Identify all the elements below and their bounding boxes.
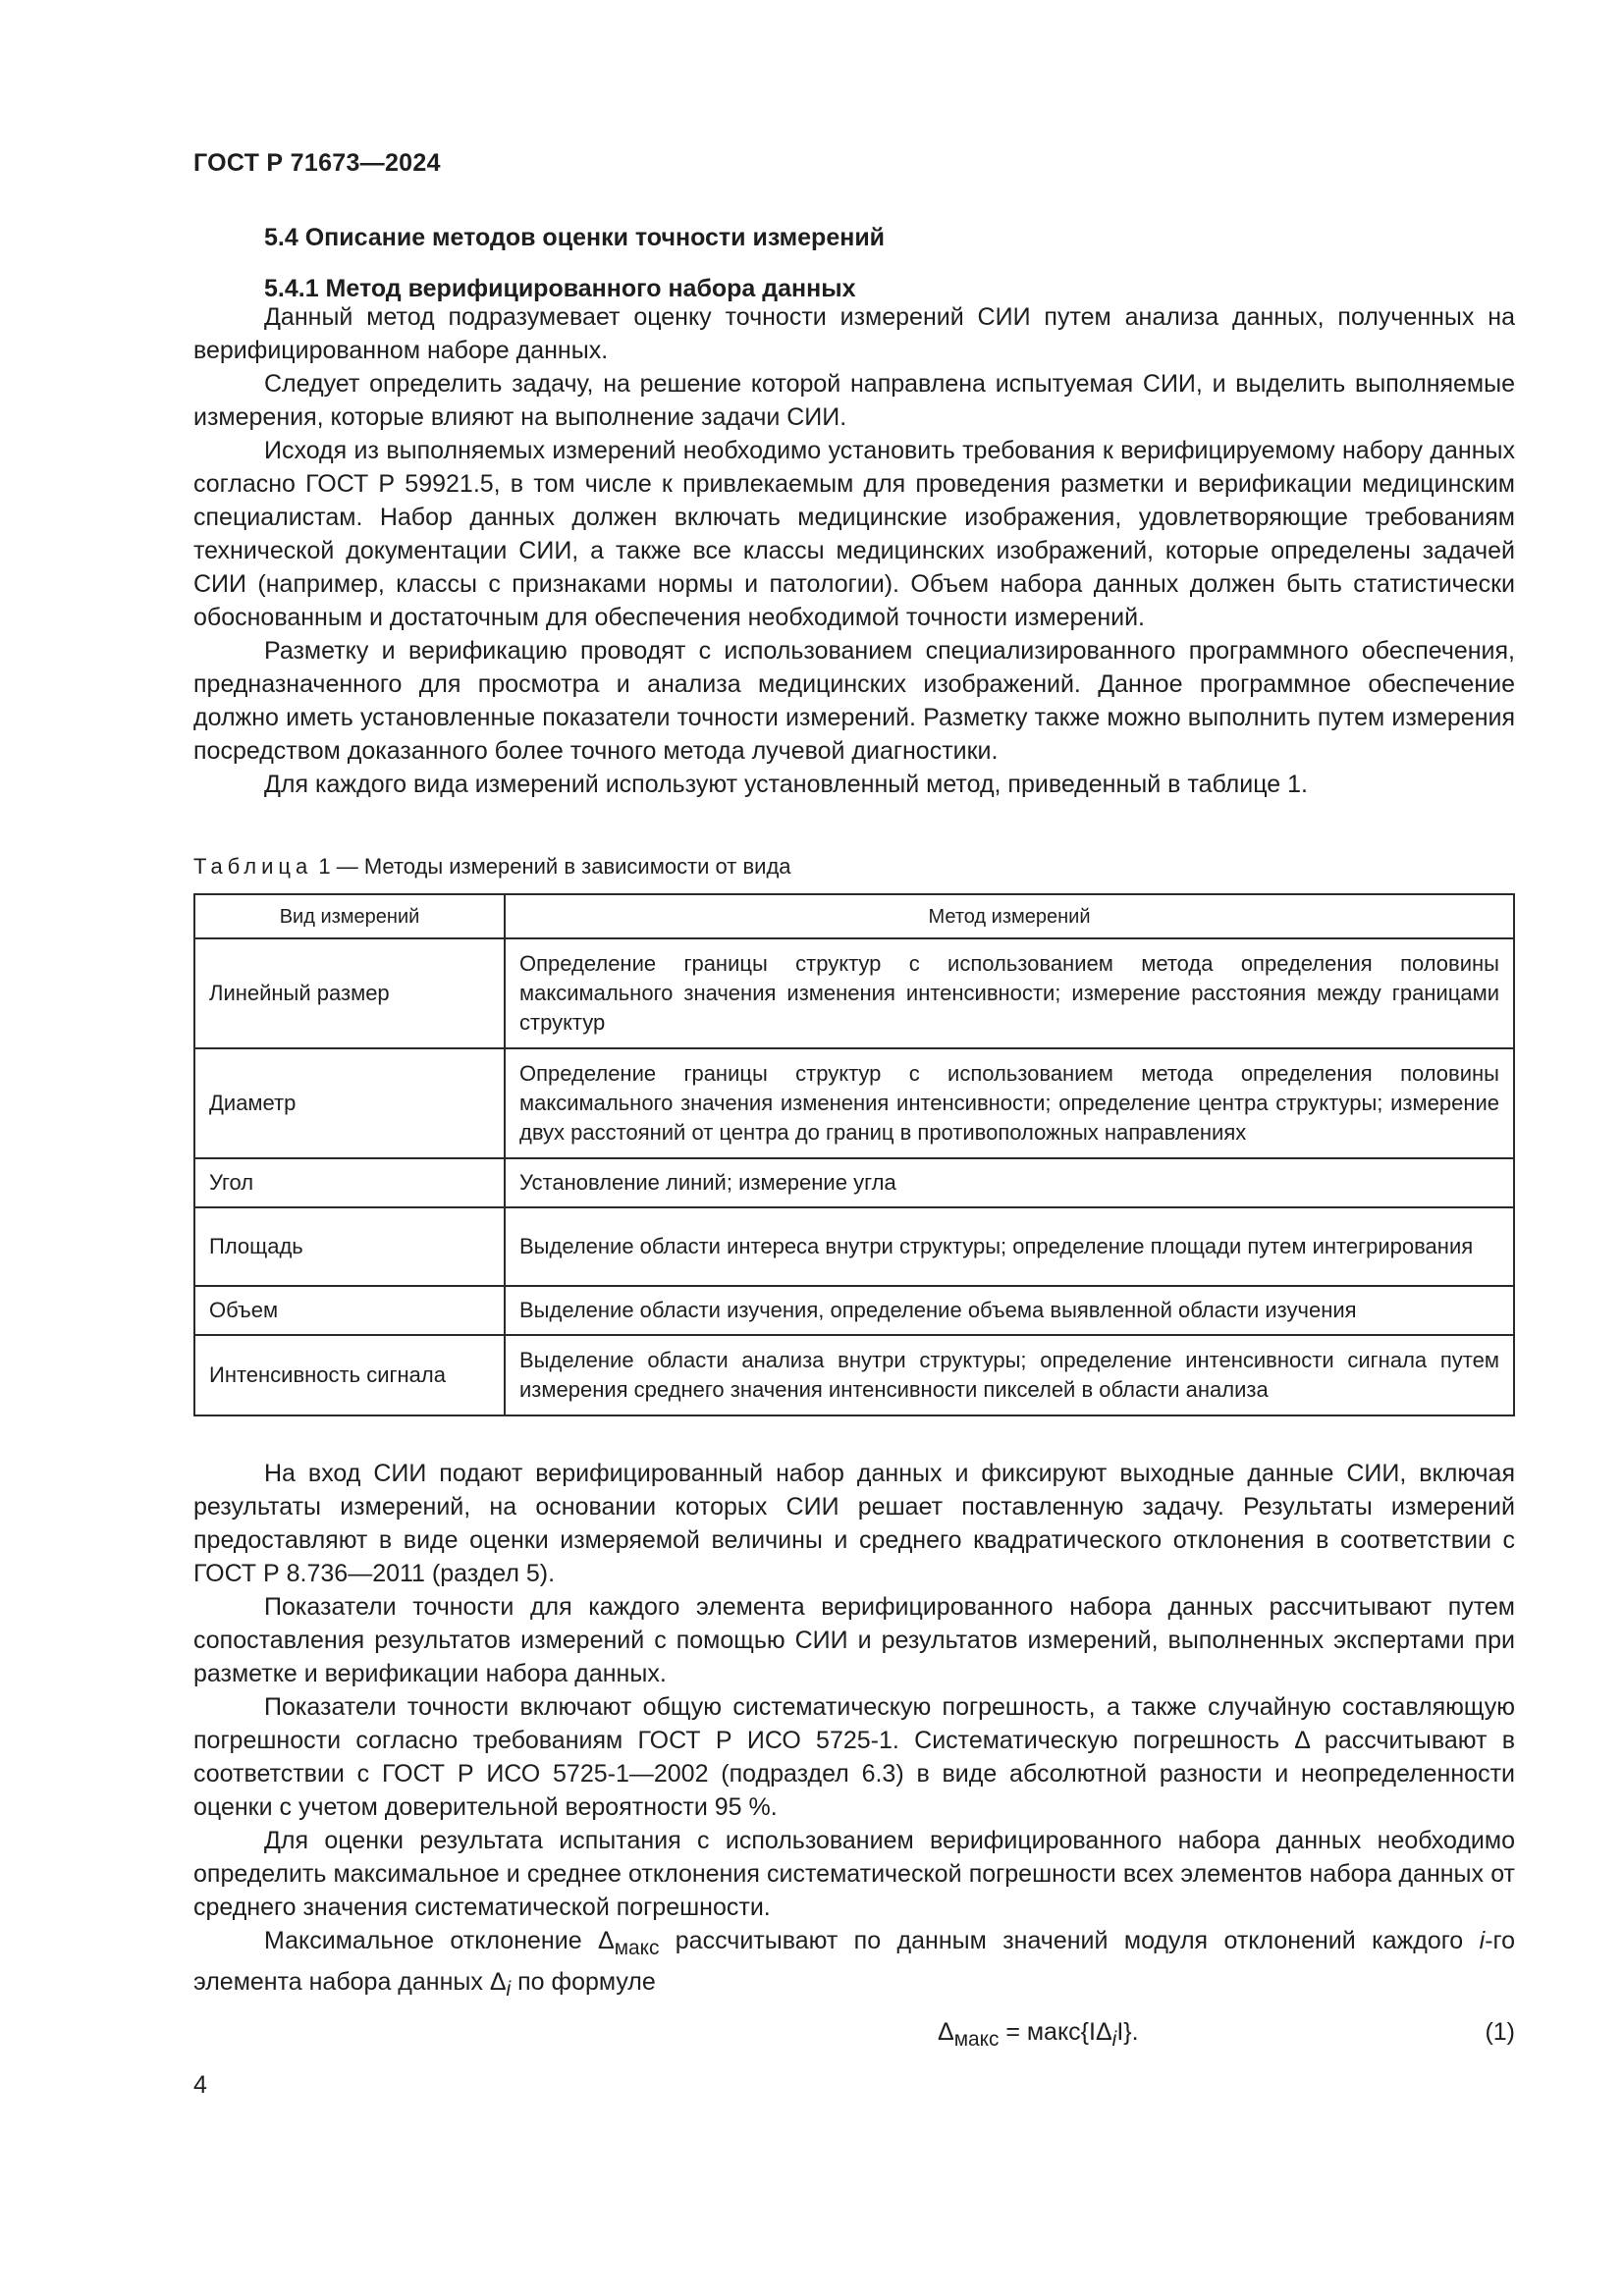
table-caption-text: 1 — Методы измерений в зависимости от вида: [318, 854, 791, 879]
methods-table: [193, 893, 1515, 1416]
paragraph: Следует определить задачу, на решение которой направлена испытуемая СИИ, и выделить выполняемые измерения, которые влияют на выполнение задачи СИИ.: [193, 370, 1515, 431]
table-row: [194, 1335, 1514, 1415]
paragraph: Показатели точности включают общую систематическую погрешность, а также случайную составляющую погрешности согласно требованиям ГОСТ Р ИСО 5725-1. Систематическую погрешность Δ рассчитывают в соответствии с ГОСТ Р ИСО 5725-1—2002 (подраздел 6.3) в виде абсолютной разности и неопределенности оценки с учетом доверительной вероятности 95 %.: [193, 1693, 1515, 1821]
table-cell-method: Определение границы структур с использованием метода определения половины максимального значения изменения интенсивности; определение центра структуры; измерение двух расстояний от центра до границ в противоположных направлениях: [505, 1048, 1514, 1158]
table-cell-method: Выделение области анализа внутри структуры; определение интенсивности сигнала путем измерения среднего значения интенсивности пикселей в области анализа: [505, 1335, 1514, 1415]
section-5-4-1-title: 5.4.1 Метод верифицированного набора данных: [264, 275, 856, 302]
table-row: [194, 1286, 1514, 1335]
table-cell-kind: Интенсивность сигнала: [194, 1335, 505, 1415]
subscript: макс: [614, 1937, 660, 1959]
table-cell-kind: Объем: [194, 1286, 505, 1335]
body-text-top: [193, 300, 1515, 801]
paragraph: Данный метод подразумевает оценку точности измерений СИИ путем анализа данных, полученных на верифицированном наборе данных.: [193, 303, 1515, 364]
table-cell-method: Установление линий; измерение угла: [505, 1158, 1514, 1207]
table-row: [194, 938, 1514, 1048]
table-cell-kind: Площадь: [194, 1207, 505, 1286]
table-cell-kind: Линейный размер: [194, 938, 505, 1048]
table-cell-kind: Диаметр: [194, 1048, 505, 1158]
paragraph-formula-intro: Максимальное отклонение $\Delta_{макс}$ рассчитывают по данным значений модуля отклонений каждого i-го элемента набора данных $\Delta_i$ по формуле: [193, 1927, 1515, 2001]
formula-number: (1): [1485, 2018, 1515, 2046]
table-row: [194, 1048, 1514, 1158]
paragraph: Разметку и верификацию проводят с использованием специализированного программного обеспечения, предназначенного для просмотра и анализа медицинских изображений. Данное программное обеспечение должно иметь установленные показатели точности измерений. Разметку также можно выполнить путем измерения посредством доказанного более точного метода лучевой диагностики.: [193, 637, 1515, 765]
column-header-method: Метод измерений: [505, 894, 1514, 938]
formula-expression: $\Delta_{макс}$ = $макс\{I\Delta_iI\}$.: [938, 2018, 1139, 2051]
page-number: 4: [193, 2071, 207, 2099]
paragraph: Для каждого вида измерений используют установленный метод, приведенный в таблице 1.: [264, 771, 1308, 798]
table-cell-kind: Угол: [194, 1158, 505, 1207]
paragraph: Для оценки результата испытания с использованием верифицированного набора данных необходимо определить максимальное и среднее отклонения систематической погрешности всех элементов набора данных от среднего значения систематической погрешности.: [193, 1827, 1515, 1921]
table-caption-word: Таблица: [193, 854, 313, 879]
paragraph: Показатели точности для каждого элемента верифицированного набора данных рассчитывают путем сопоставления результатов измерений с помощью СИИ и результатов измерений, выполненных экспертами при разметке и верификации набора данных.: [193, 1593, 1515, 1687]
paragraph: На вход СИИ подают верифицированный набор данных и фиксируют выходные данные СИИ, включая результаты измерений, на основании которых СИИ решает поставленную задачу. Результаты измерений предоставляют в виде оценки измеряемой величины и среднего квадратического отклонения в соответствии с ГОСТ Р 8.736—2011 (раздел 5).: [193, 1460, 1515, 1587]
table-cell-method: Выделение области изучения, определение объема выявленной области изучения: [505, 1286, 1514, 1335]
index-i: i: [1479, 1927, 1486, 1954]
table-header-row: [194, 894, 1514, 938]
body-text-bottom: [193, 1457, 1515, 2006]
section-5-4-title: 5.4 Описание методов оценки точности измерений: [264, 224, 886, 251]
table-row: [194, 1158, 1514, 1207]
column-header-kind: Вид измерений: [194, 894, 505, 938]
document-id: ГОСТ Р 71673—2024: [193, 149, 441, 177]
table-row: [194, 1207, 1514, 1286]
paragraph: Исходя из выполняемых измерений необходимо установить требования к верифицируемому набору данных согласно ГОСТ Р 59921.5, в том числе к привлекаемым для проведения разметки и верификации медицинским специалистам. Набор данных должен включать медицинские изображения, удовлетворяющие требованиям технической документации СИИ, а также все классы медицинских изображений, которые определены задачей СИИ (например, классы с признаками нормы и патологии). Объем набора данных должен быть статистически обоснованным и достаточным для обеспечения необходимой точности измерений.: [193, 437, 1515, 631]
table-caption: [193, 854, 791, 880]
table-cell-method: Определение границы структур с использованием метода определения половины максимального значения изменения интенсивности; измерение расстояния между границами структур: [505, 938, 1514, 1048]
subscript: i: [506, 1978, 512, 2001]
table-cell-method: Выделение области интереса внутри структуры; определение площади путем интегрирования: [505, 1207, 1514, 1286]
